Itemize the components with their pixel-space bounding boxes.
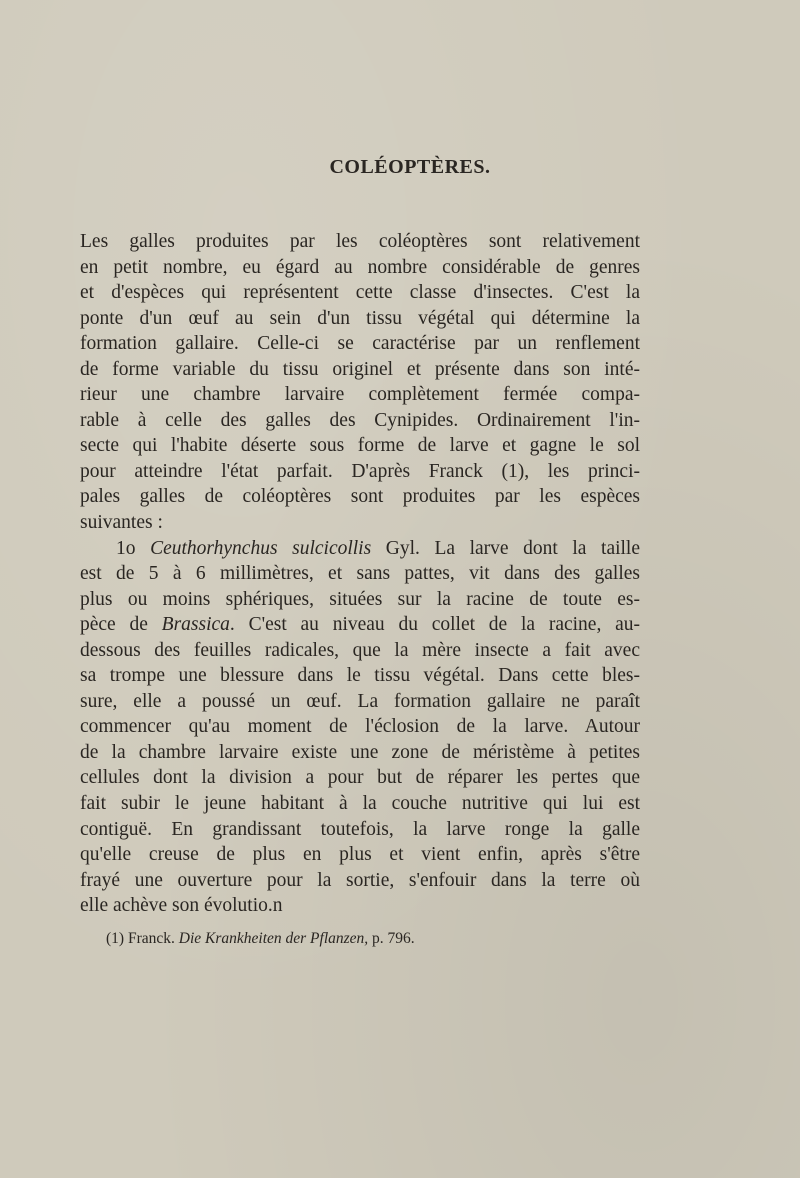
text-line: en petit nombre, eu égard au nombre considérable de genres [80,256,640,278]
item-1-text: Gyl. La larve dont la taille [371,537,641,559]
text-line: elle achève son évolutio.n [80,895,283,917]
text-line: est de 5 à 6 millimètres, et sans pattes, vit dans des galles [80,563,640,585]
text-line: rable à celle des galles des Cynipides. Ordinairement l'in- [80,409,640,431]
text-line: sa trompe une blessure dans le tissu végétal. Dans cette bles- [80,665,640,687]
item-1-first-line [80,536,640,562]
text-line: secte qui l'habite déserte sous forme de larve et gagne le sol [80,435,640,457]
text-line: dessous des feuilles radicales, que la mère insecte a fait avec [80,639,640,661]
footnote [106,930,415,948]
text-line: fait subir le jeune habitant à la couche nutritive qui lui est [80,793,640,815]
text-line: formation gallaire. Celle-ci se caractérise par un renflement [80,333,640,355]
species-name: Ceuthorhynchus sulcicollis [150,537,372,559]
text-line: et d'espèces qui représentent cette classe d'insectes. C'est la [80,282,640,304]
text-line: contiguë. En grandissant toutefois, la larve ronge la galle [80,818,640,840]
text-line: ponte d'un œuf au sein d'un tissu végétal qui détermine la [80,307,640,329]
footnote-book-title: Die Krankheiten der Pflanzen, [178,930,369,947]
text-line: qu'elle creuse de plus en plus et vient enfin, après s'être [80,844,640,866]
footnote-marker: (1) Franck. [106,930,175,947]
item-number: 1o [116,537,136,559]
text-line [80,612,640,638]
text-line: de la chambre larvaire existe une zone de méristème à petites [80,741,640,763]
text-line: plus ou moins sphériques, situées sur la racine de toute es- [80,588,640,610]
footnote-page-ref: p. 796. [372,930,415,947]
genus-name: Brassica [161,614,230,636]
text-line: commencer qu'au moment de l'éclosion de la larve. Autour [80,716,640,738]
text-line: suivantes : [80,512,163,534]
text-line: cellules dont la division a pour but de réparer les pertes que [80,767,640,789]
text-line: pour atteindre l'état parfait. D'après Franck (1), les princi- [80,460,640,482]
text-line: pales galles de coléoptères sont produites par les espèces [80,486,640,508]
text-line: rieur une chambre larvaire complètement fermée compa- [80,384,640,406]
text-line: frayé une ouverture pour la sortie, s'enfouir dans la terre où [80,869,640,891]
body-text [80,229,640,919]
chapter-title: COLÉOPTÈRES. [329,156,491,178]
text-line: sure, elle a poussé un œuf. La formation gallaire ne paraît [80,690,640,712]
text-fragment: . C'est au niveau du collet de la racine, au- [229,614,640,636]
text-line: Les galles produites par les coléoptères sont relativement [80,231,640,252]
text-fragment: pèce de [80,614,162,636]
text-line: de forme variable du tissu originel et présente dans son inté- [80,358,640,380]
